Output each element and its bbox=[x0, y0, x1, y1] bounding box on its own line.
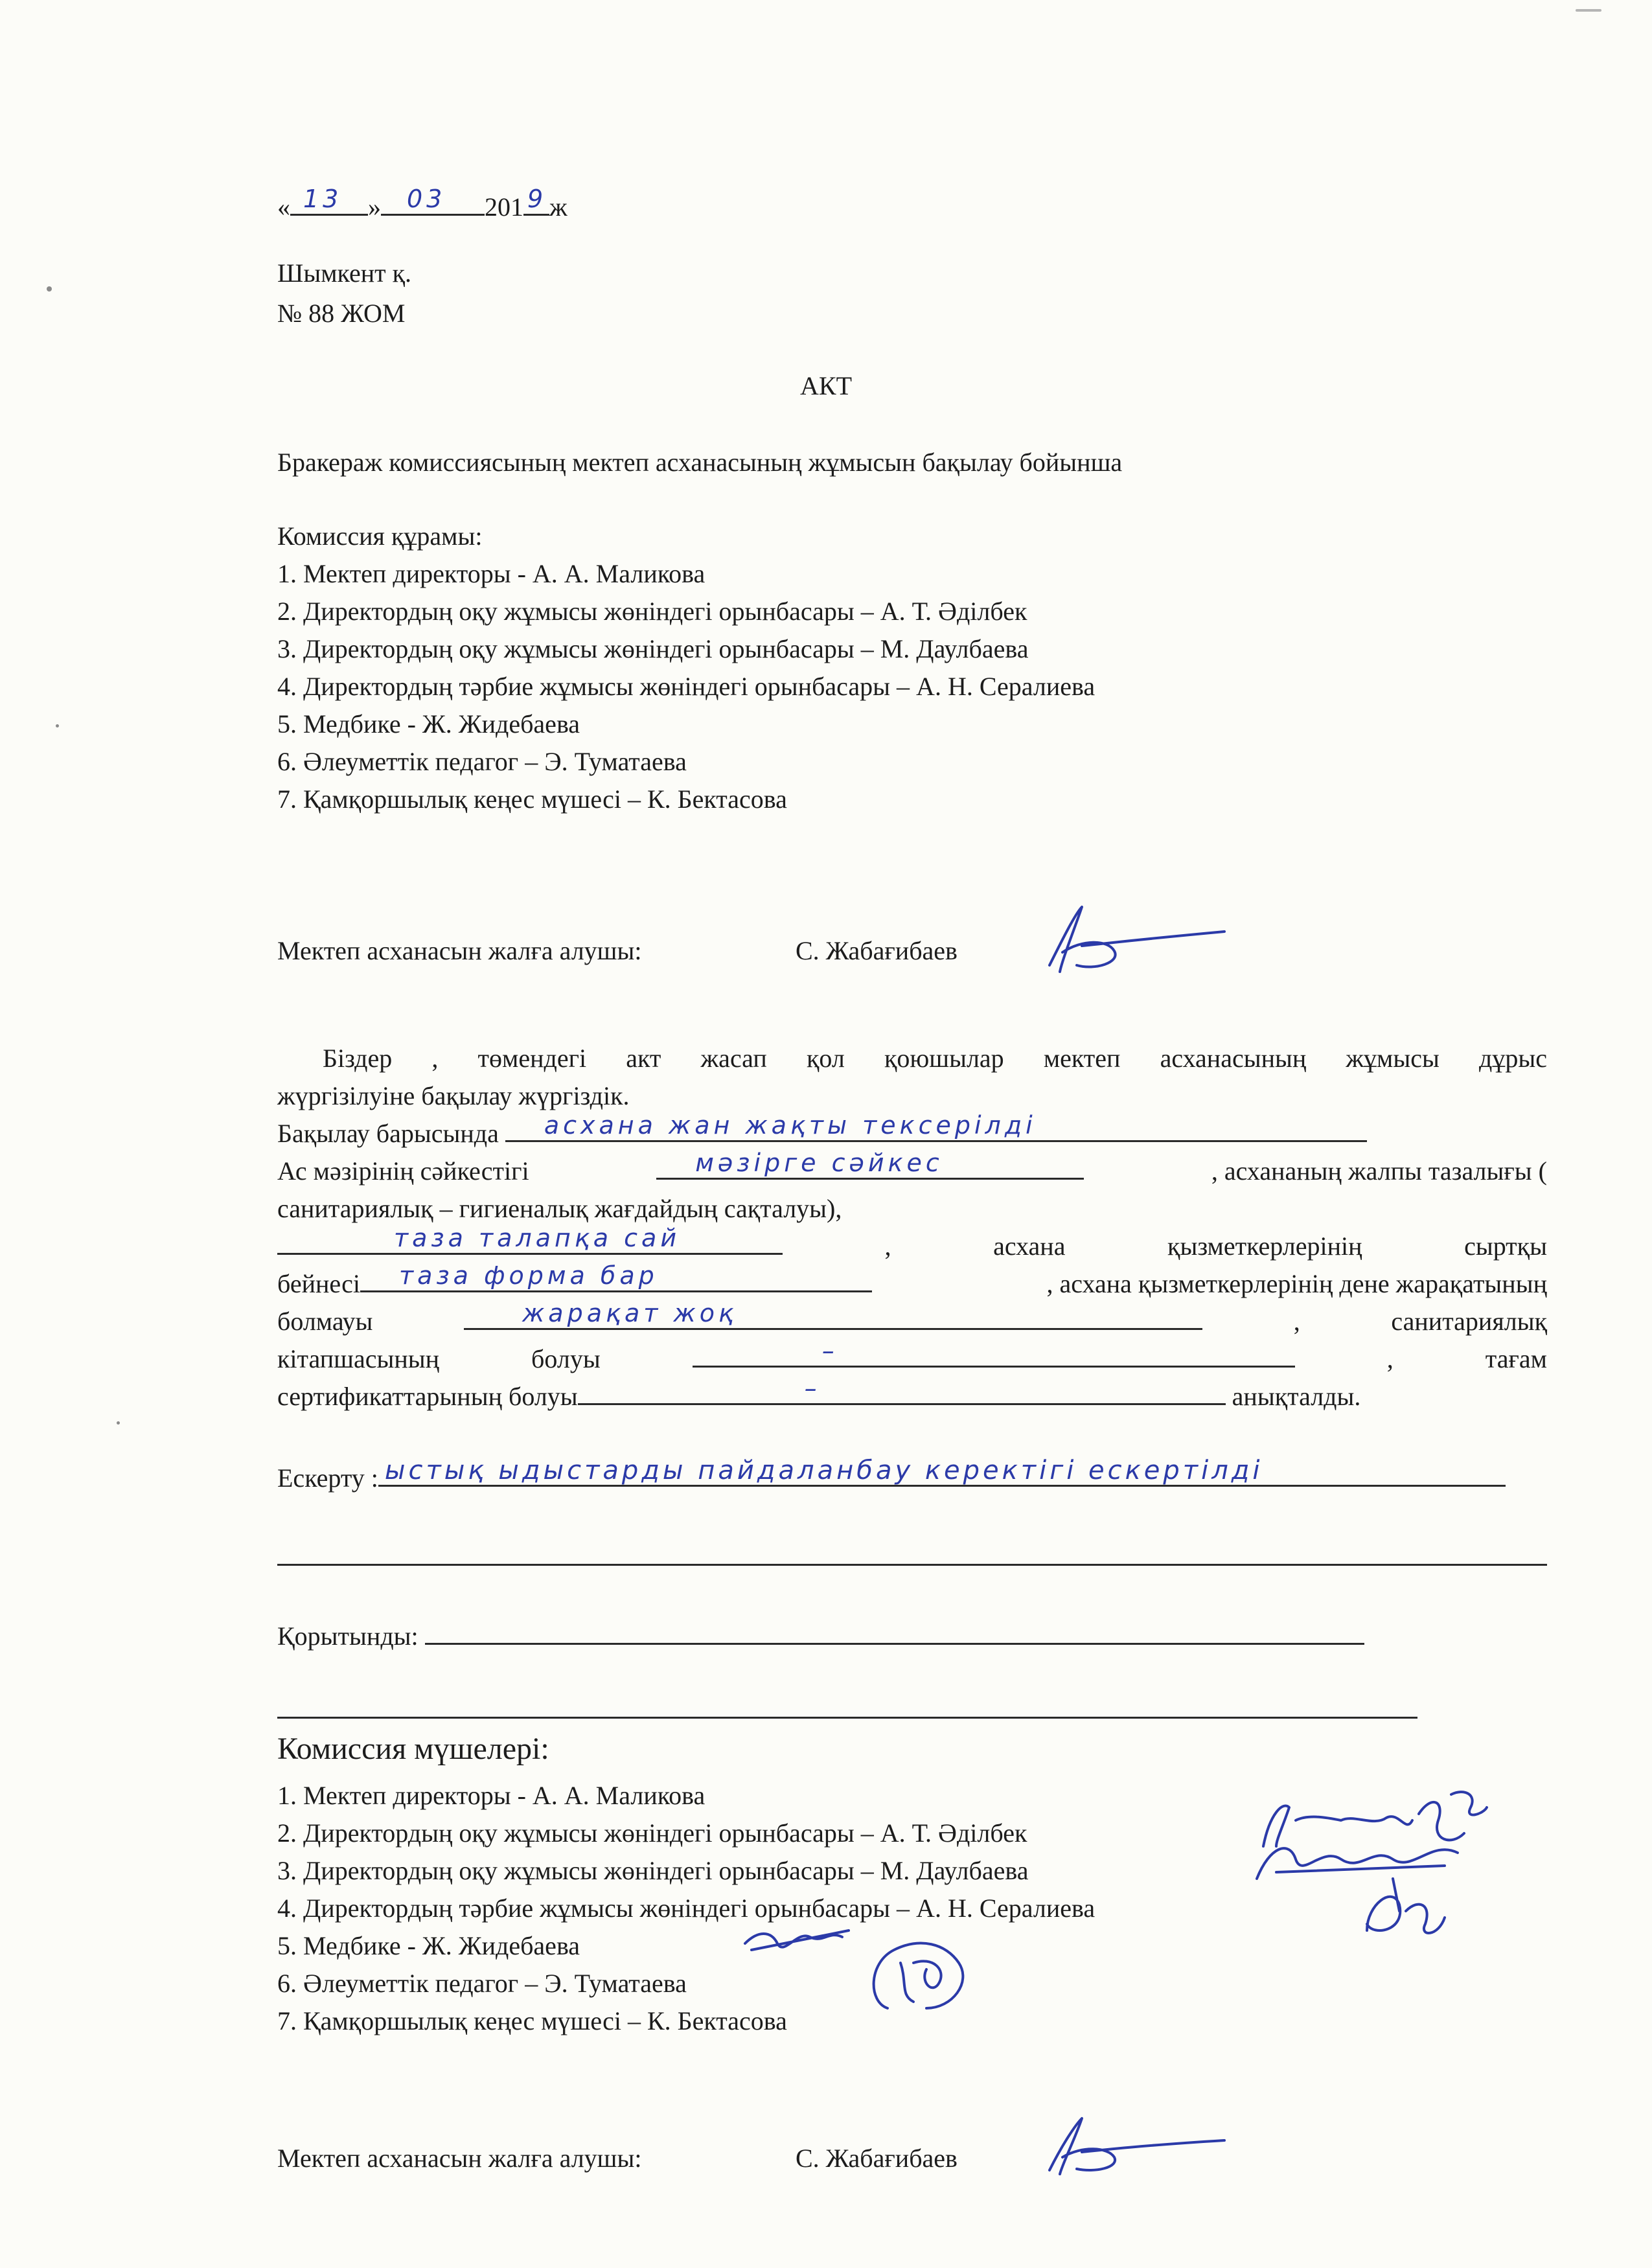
sanitary-comma: , bbox=[1293, 1307, 1300, 1336]
scan-speck bbox=[117, 1421, 120, 1425]
food-comma: , bbox=[1386, 1344, 1394, 1373]
appearance-word: қызметкерлерінің bbox=[1167, 1231, 1362, 1261]
tenant-name-2: С. Жабағибаев bbox=[796, 2144, 958, 2173]
tenant-signature bbox=[1037, 900, 1231, 985]
appearance-comma: , bbox=[884, 1231, 891, 1261]
intro-word: акт bbox=[626, 1044, 661, 1073]
book-line bbox=[277, 1336, 1547, 1373]
cleanliness-field bbox=[277, 1224, 783, 1255]
intro-word: жасап bbox=[700, 1044, 767, 1073]
tenant-label: Мектеп асханасын жалға алушы: bbox=[277, 936, 642, 965]
injury-label-2: болмауы bbox=[277, 1307, 373, 1336]
menu-field bbox=[656, 1149, 1084, 1180]
cleanliness-line-2: санитариялық – гигиеналық жағдайдың сақталуы), bbox=[277, 1194, 842, 1223]
commission-member: 7. Қамқоршылық кеңес мүшесі – К. Бектасова bbox=[277, 785, 787, 814]
cleanliness-handwritten: таза талапқа сай bbox=[394, 1224, 681, 1252]
commission-member: 2. Директордың оқу жұмысы жөніндегі орынбасары – А. Т. Әділбек bbox=[277, 1818, 1027, 1848]
school-line: № 88 ЖОМ bbox=[277, 299, 406, 328]
commission-member: 1. Мектеп директоры - А. А. Маликова bbox=[277, 1781, 706, 1810]
commission-members-heading: Комиссия мүшелері: bbox=[277, 1732, 549, 1766]
book-label-2: болуы bbox=[531, 1344, 601, 1373]
commission-member: 3. Директордың оқу жұмысы жөніндегі орынбасары – М. Даулбаева bbox=[277, 1856, 1029, 1885]
control-field bbox=[505, 1111, 1367, 1142]
scan-speck bbox=[47, 286, 52, 292]
commission-member: 7. Қамқоршылық кеңес мүшесі – К. Бектасова bbox=[277, 2006, 787, 2035]
remark-label: Ескерту : bbox=[277, 1463, 378, 1493]
tenant-label-2: Мектеп асханасын жалға алушы: bbox=[277, 2144, 642, 2173]
commission-member: 4. Директордың тәрбие жұмысы жөніндегі орынбасары – А. Н. Сералиева bbox=[277, 672, 1096, 701]
appearance-field bbox=[360, 1261, 872, 1292]
control-line bbox=[277, 1111, 1367, 1148]
remark-extra-line bbox=[277, 1564, 1547, 1566]
date-suffix: ж bbox=[549, 192, 568, 222]
city-line: Шымкент қ. bbox=[277, 258, 412, 288]
document-subtitle: Бракераж комиссиясының мектеп асханасының жұмысын бақылау бойынша bbox=[277, 448, 1123, 477]
commission-heading: Комиссия құрамы: bbox=[277, 521, 483, 551]
intro-word: асханасының bbox=[1160, 1044, 1307, 1073]
cert-line bbox=[277, 1374, 1361, 1411]
remark-handwritten: ыстық ыдыстарды пайдаланбау керектігі ескертілді bbox=[384, 1456, 1263, 1485]
cleanliness-label: , асхананың жалпы тазалығы ( bbox=[1211, 1156, 1547, 1186]
cert-field bbox=[578, 1374, 1226, 1405]
book-label: кітапшасының bbox=[277, 1344, 440, 1373]
date-year-field bbox=[523, 185, 549, 216]
date-month-handwritten: 03 bbox=[407, 185, 446, 213]
book-handwritten: – bbox=[821, 1336, 838, 1365]
intro-word: Біздер bbox=[323, 1044, 393, 1073]
menu-line bbox=[277, 1149, 1547, 1186]
date-year-handwritten: 9 bbox=[527, 185, 547, 213]
remark-field bbox=[378, 1456, 1506, 1487]
intro-word: жұмысы bbox=[1346, 1044, 1440, 1073]
commission-member: 6. Әлеуметтік педагог – Э. Туматаева bbox=[277, 1969, 687, 1998]
member-5-signature bbox=[739, 1918, 862, 1969]
intro-line-2: жүргізілуіне бақылау жүргіздік. bbox=[277, 1081, 630, 1110]
intro-word: қоюшылар bbox=[884, 1044, 1004, 1073]
sanitary-line bbox=[277, 1299, 1547, 1336]
commission-member: 5. Медбике - Ж. Жидебаева bbox=[277, 1931, 580, 1960]
intro-line-1 bbox=[323, 1046, 1547, 1071]
injury-field bbox=[464, 1299, 1202, 1330]
conclusion-field bbox=[425, 1623, 1364, 1645]
commission-member: 5. Медбике - Ж. Жидебаева bbox=[277, 709, 580, 739]
date-month-field bbox=[381, 185, 485, 216]
tenant-name: С. Жабағибаев bbox=[796, 936, 958, 965]
date-line bbox=[277, 185, 568, 222]
scan-speck bbox=[56, 724, 59, 727]
date-open-quote: « bbox=[277, 192, 290, 222]
appearance-word: сыртқы bbox=[1464, 1231, 1547, 1261]
remark-line bbox=[277, 1456, 1506, 1493]
appearance-handwritten: таза форма бар bbox=[399, 1261, 658, 1290]
injury-line bbox=[277, 1261, 1547, 1298]
commission-member: 3. Директордың оқу жұмысы жөніндегі орынбасары – М. Даулбаева bbox=[277, 634, 1029, 663]
sanitary-label: санитариялық bbox=[1391, 1307, 1547, 1336]
intro-word: , bbox=[431, 1044, 439, 1073]
date-year-prefix: 201 bbox=[485, 192, 523, 222]
cert-end: анықталды. bbox=[1232, 1382, 1361, 1411]
conclusion-label: Қорытынды: bbox=[277, 1621, 419, 1651]
date-day-handwritten: 13 bbox=[303, 185, 343, 213]
commission-member: 1. Мектеп директоры - А. А. Маликова bbox=[277, 559, 706, 588]
menu-handwritten: мәзірге сәйкес bbox=[695, 1149, 943, 1177]
cert-label: сертификаттарының болуы bbox=[277, 1382, 578, 1411]
commission-member: 6. Әлеуметтік педагог – Э. Туматаева bbox=[277, 747, 687, 776]
member-4-signature bbox=[1354, 1872, 1451, 1943]
injury-handwritten: жарақат жоқ bbox=[522, 1299, 737, 1327]
book-field bbox=[693, 1336, 1295, 1368]
intro-word: қол bbox=[806, 1044, 845, 1073]
control-handwritten: асхана жан жақты тексерілді bbox=[544, 1111, 1037, 1140]
date-day-field bbox=[290, 185, 368, 216]
conclusion-line bbox=[277, 1623, 1364, 1649]
commission-member: 4. Директордың тәрбие жұмысы жөніндегі орынбасары – А. Н. Сералиева bbox=[277, 1894, 1096, 1923]
appearance-word: асхана bbox=[993, 1231, 1066, 1261]
cert-handwritten: – bbox=[804, 1374, 821, 1403]
scan-speck bbox=[1576, 9, 1601, 12]
commission-member: 2. Директордың оқу жұмысы жөніндегі орынбасары – А. Т. Әділбек bbox=[277, 597, 1027, 626]
appearance-label: бейнесі bbox=[277, 1269, 361, 1298]
conclusion-extra-line bbox=[277, 1717, 1417, 1719]
intro-word: төмендегі bbox=[477, 1044, 587, 1073]
document-title: АКТ bbox=[800, 371, 852, 400]
intro-word: мектеп bbox=[1043, 1044, 1121, 1073]
member-6-signature bbox=[862, 1937, 978, 2021]
food-label: тағам bbox=[1485, 1344, 1547, 1373]
intro-word: дұрыс bbox=[1479, 1044, 1547, 1073]
date-close-quote: » bbox=[368, 192, 381, 222]
tenant-signature-2 bbox=[1037, 2112, 1231, 2183]
menu-label: Ас мәзірінің сәйкестігі bbox=[277, 1156, 529, 1186]
injury-label: , асхана қызметкерлерінің дене жарақатының bbox=[1046, 1269, 1547, 1298]
control-label: Бақылау барысында bbox=[277, 1119, 499, 1148]
appearance-line bbox=[277, 1224, 1547, 1261]
